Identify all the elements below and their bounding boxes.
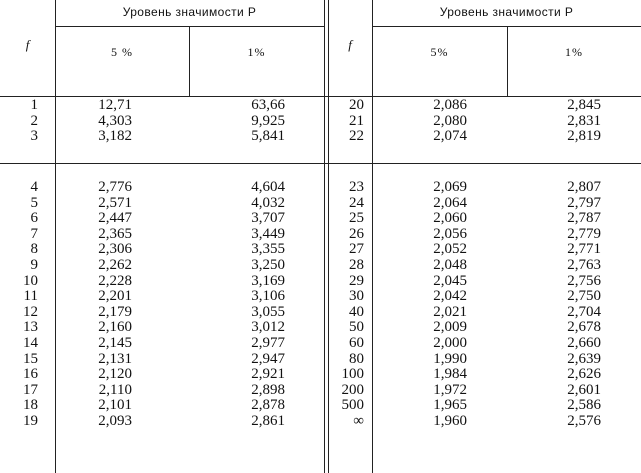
left-p5-cell: 2,160 bbox=[98, 319, 132, 336]
right-p1-cell: 2,771 bbox=[567, 241, 601, 258]
right-p5-cell: 1,984 bbox=[433, 366, 467, 383]
rule-under-left-title bbox=[55, 26, 324, 27]
left-f-cell: 8 bbox=[30, 241, 38, 258]
left-p5-cell: 2,262 bbox=[98, 257, 132, 273]
right-f-cell: 28 bbox=[349, 257, 364, 273]
right-f-cell: 29 bbox=[349, 272, 364, 289]
right-f-header: f bbox=[348, 37, 352, 52]
right-p5-cell: 2,052 bbox=[433, 241, 467, 258]
left-f-cell: 7 bbox=[30, 225, 38, 242]
left-f-cell: 13 bbox=[23, 319, 38, 336]
left-p5-cell: 12,71 bbox=[98, 97, 132, 113]
left-p5-cell: 2,110 bbox=[98, 381, 132, 398]
right-header-title: Уровень значимости P bbox=[439, 5, 574, 19]
left-header-title: Уровень значимости P bbox=[122, 5, 257, 19]
left-p5-cell: 4,303 bbox=[98, 112, 132, 129]
right-f-cell: 500 bbox=[341, 397, 364, 414]
left-p5-cell: 3,182 bbox=[98, 128, 132, 145]
right-p5-cell: 2,021 bbox=[433, 303, 467, 320]
right-p5-cell: 2,064 bbox=[433, 194, 467, 211]
left-p1-cell: 2,878 bbox=[251, 397, 285, 414]
left-f-cell: 12 bbox=[23, 303, 38, 320]
right-f-cell: 26 bbox=[349, 225, 364, 242]
left-f-cell: 19 bbox=[23, 413, 38, 429]
right-p1-cell: 2,586 bbox=[567, 397, 601, 414]
left-f-header: f bbox=[25, 37, 30, 52]
right-p1-cell: 2,678 bbox=[567, 319, 601, 336]
right-p1-cell: 2,756 bbox=[567, 272, 601, 289]
left-p1-cell: 2,861 bbox=[251, 413, 285, 429]
left-p1-cell: 4,032 bbox=[251, 194, 285, 211]
right-f-cell: 23 bbox=[349, 179, 364, 195]
rule-block-divider bbox=[0, 163, 641, 164]
left-p1-cell: 3,449 bbox=[251, 225, 285, 242]
right-p5-cell: 2,060 bbox=[433, 210, 467, 227]
right-f-cell: 27 bbox=[349, 241, 364, 258]
right-p1-cell: 2,576 bbox=[567, 413, 601, 429]
right-p5-cell: 2,048 bbox=[433, 257, 467, 273]
left-p1-cell: 3,707 bbox=[251, 210, 285, 227]
right-p5-cell: 2,045 bbox=[433, 272, 467, 289]
right-p1-cell: 2,601 bbox=[567, 381, 601, 398]
right-p1-cell: 2,797 bbox=[567, 194, 601, 211]
right-p5-cell: 1,960 bbox=[433, 413, 467, 429]
right-f-cell: 60 bbox=[349, 335, 364, 351]
left-5pct-header: 5 % bbox=[111, 45, 133, 59]
right-p5-cell: 2,080 bbox=[433, 112, 467, 129]
right-p5-cell: 1,965 bbox=[433, 397, 467, 414]
right-p1-cell: 2,750 bbox=[567, 288, 601, 305]
rule-under-right-title bbox=[372, 26, 641, 27]
right-p1-cell: 2,660 bbox=[567, 335, 601, 351]
left-p5-cell: 2,571 bbox=[98, 194, 132, 211]
left-p1-cell: 3,055 bbox=[251, 303, 285, 320]
left-f-cell: 17 bbox=[23, 381, 38, 398]
right-f-cell: 20 bbox=[349, 97, 364, 113]
right-p1-cell: 2,626 bbox=[567, 366, 601, 383]
right-p5-cell: 2,086 bbox=[433, 97, 467, 113]
right-p5-cell: 2,056 bbox=[433, 225, 467, 242]
right-p5-cell: 1,972 bbox=[433, 381, 467, 398]
left-p1-cell: 5,841 bbox=[251, 128, 285, 145]
left-p1-cell: 4,604 bbox=[251, 179, 285, 195]
left-p1-cell: 63,66 bbox=[251, 97, 285, 113]
right-p5-cell: 2,069 bbox=[433, 179, 467, 195]
left-f-cell: 1 bbox=[30, 97, 38, 113]
left-p5-cell: 2,776 bbox=[98, 179, 132, 195]
right-f-cell: 50 bbox=[349, 319, 364, 336]
left-f-cell: 11 bbox=[23, 288, 38, 305]
right-p1-cell: 2,807 bbox=[567, 179, 601, 195]
left-f-cell: 16 bbox=[23, 366, 38, 383]
left-1pct-header: 1% bbox=[247, 45, 266, 59]
left-f-cell: 5 bbox=[30, 194, 38, 211]
left-p1-cell: 3,106 bbox=[251, 288, 285, 305]
left-p1-cell: 3,355 bbox=[251, 241, 285, 258]
right-5pct-header: 5% bbox=[430, 45, 449, 59]
right-p5-cell: 2,009 bbox=[433, 319, 467, 336]
left-p1-cell: 2,947 bbox=[251, 350, 285, 367]
right-p5-cell: 2,042 bbox=[433, 288, 467, 305]
left-p5-cell: 2,179 bbox=[98, 303, 132, 320]
left-p5-cell: 2,447 bbox=[98, 210, 132, 227]
left-p1-cell: 2,921 bbox=[251, 366, 285, 383]
left-f-cell: 10 bbox=[23, 272, 38, 289]
right-p1-cell: 2,831 bbox=[567, 112, 601, 129]
right-p1-cell: 2,704 bbox=[567, 303, 601, 320]
left-p5-cell: 2,131 bbox=[98, 350, 132, 367]
left-f-cell: 2 bbox=[30, 112, 38, 129]
left-p5-cell: 2,101 bbox=[98, 397, 132, 414]
left-f-cell: 3 bbox=[30, 128, 38, 145]
right-f-cell: 21 bbox=[349, 112, 364, 129]
left-f-cell: 9 bbox=[30, 257, 38, 273]
left-f-cell: 14 bbox=[23, 335, 38, 351]
left-p5-cell: 2,093 bbox=[98, 413, 132, 429]
left-f-cell: 18 bbox=[23, 397, 38, 414]
left-p5-cell: 2,306 bbox=[98, 241, 132, 258]
right-f-cell: 40 bbox=[349, 303, 364, 320]
rule-center-a bbox=[324, 0, 325, 473]
left-p5-cell: 2,365 bbox=[98, 225, 132, 242]
left-f-cell: 6 bbox=[30, 210, 38, 227]
right-p5-cell: 2,000 bbox=[433, 335, 467, 351]
left-p1-cell: 2,977 bbox=[251, 335, 285, 351]
left-p1-cell: 3,169 bbox=[251, 272, 285, 289]
left-p1-cell: 3,012 bbox=[251, 319, 285, 336]
left-p5-cell: 2,120 bbox=[98, 366, 132, 383]
right-p5-cell: 1,990 bbox=[433, 350, 467, 367]
rule-left-mid bbox=[189, 26, 190, 96]
right-f-cell: 30 bbox=[349, 288, 364, 305]
right-f-cell: 22 bbox=[349, 128, 364, 145]
right-p1-cell: 2,763 bbox=[567, 257, 601, 273]
left-p1-cell: 2,898 bbox=[251, 381, 285, 398]
right-p1-cell: 2,845 bbox=[567, 97, 601, 113]
right-p1-cell: 2,819 bbox=[567, 128, 601, 145]
left-p5-cell: 2,145 bbox=[98, 335, 132, 351]
right-f-cell: ∞ bbox=[353, 413, 364, 429]
right-f-cell: 24 bbox=[349, 194, 364, 211]
left-p1-cell: 3,250 bbox=[251, 257, 285, 273]
right-p5-cell: 2,074 bbox=[433, 128, 467, 145]
right-f-cell: 100 bbox=[341, 366, 364, 383]
right-p1-cell: 2,639 bbox=[567, 350, 601, 367]
right-1pct-header: 1% bbox=[565, 45, 583, 59]
right-f-cell: 200 bbox=[341, 381, 364, 398]
right-f-cell: 80 bbox=[349, 350, 364, 367]
left-p5-cell: 2,228 bbox=[98, 272, 132, 289]
right-p1-cell: 2,779 bbox=[567, 225, 601, 242]
right-p1-cell: 2,787 bbox=[567, 210, 601, 227]
right-f-cell: 25 bbox=[349, 210, 364, 227]
left-p5-cell: 2,201 bbox=[98, 288, 132, 305]
rule-right-mid bbox=[507, 26, 508, 96]
rule-header-bottom bbox=[0, 96, 641, 97]
left-f-cell: 4 bbox=[30, 179, 38, 195]
left-f-cell: 15 bbox=[23, 350, 38, 367]
left-p1-cell: 9,925 bbox=[251, 112, 285, 129]
